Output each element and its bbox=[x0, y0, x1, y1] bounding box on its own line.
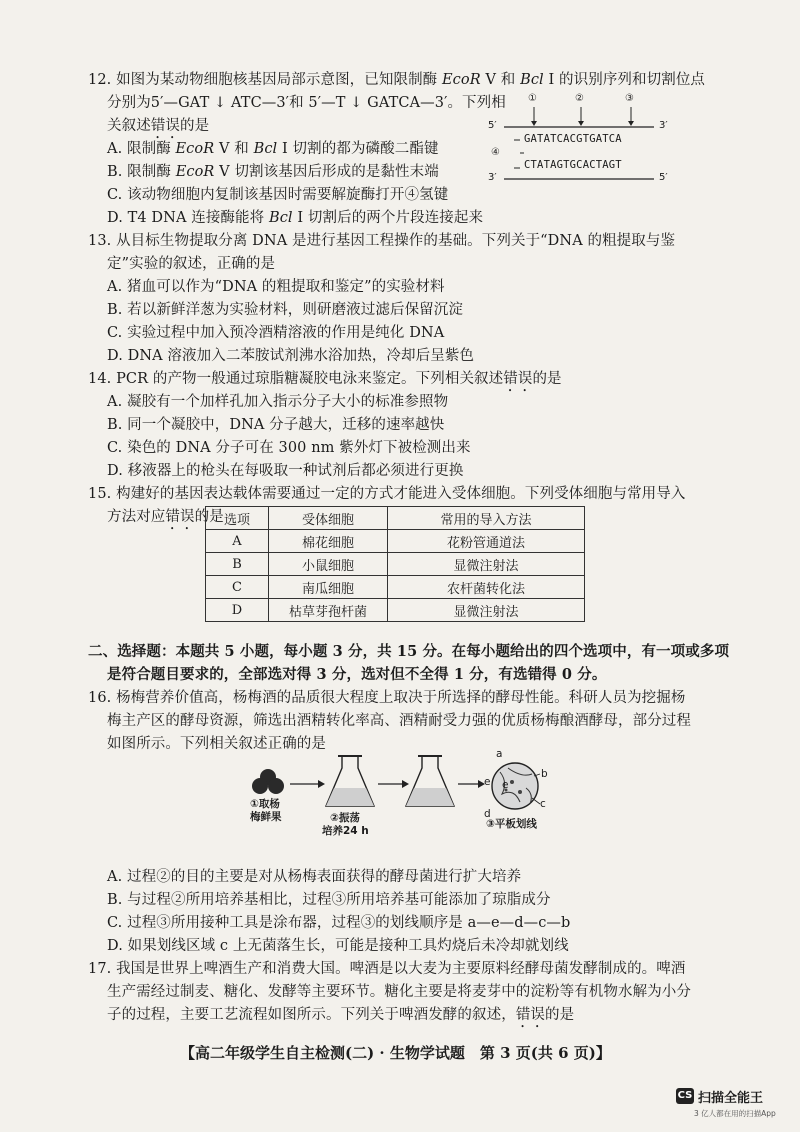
dish-label-e-side: e bbox=[484, 776, 491, 788]
q16-option-d: D. 如果划线区域 c 上无菌落生长，可能是接种工具灼烧后未冷却就划线 bbox=[107, 938, 569, 954]
table-header-cell: 受体细胞 bbox=[269, 507, 388, 530]
arrow-icon-1 bbox=[290, 780, 325, 788]
yeast-isolation-flow-diagram bbox=[250, 748, 570, 858]
marker-4: ④ bbox=[491, 147, 500, 158]
q16-stem-line2: 梅主产区的酵母资源，筛选出酒精转化率高、酒精耐受力强的优质杨梅酿酒酵母，部分过程 bbox=[107, 713, 691, 729]
table-cell: C bbox=[206, 576, 269, 599]
q14-option-b: B. 同一个凝胶中，DNA 分子越大，迁移的速率越快 bbox=[107, 417, 445, 433]
q15-stem-line1: 15. 构建好的基因表达载体需要通过一定的方式才能进入受体细胞。下列受体细胞与常用导入 bbox=[88, 486, 686, 502]
q13-stem-line1: 13. 从目标生物提取分离 DNA 是进行基因工程操作的基础。下列关于“DNA 的粗提取与鉴 bbox=[88, 233, 676, 249]
table-cell: 农杆菌转化法 bbox=[388, 576, 585, 599]
dna-diagram bbox=[484, 93, 684, 189]
flask-icon-2 bbox=[406, 756, 454, 806]
arrow-icon-3 bbox=[458, 780, 485, 788]
q16-option-b: B. 与过程②所用培养基相比，过程③所用培养基可能添加了琼脂成分 bbox=[107, 892, 551, 908]
cut-arrowhead-3 bbox=[628, 121, 634, 126]
q16-option-a: A. 过程②的目的主要是对从杨梅表面获得的酵母菌进行扩大培养 bbox=[107, 869, 522, 885]
table-row bbox=[206, 553, 585, 576]
q12-option-c: C. 该动物细胞内复制该基因时需要解旋酶打开④氢键 bbox=[107, 187, 449, 203]
q14-option-c: C. 染色的 DNA 分子可在 300 nm 紫外灯下被检测出来 bbox=[107, 440, 471, 456]
marker-2: ② bbox=[575, 93, 584, 104]
dish-label-d: d bbox=[484, 808, 491, 820]
q15-stem-line2: 方法对应错误的是 bbox=[107, 509, 224, 525]
dish-label-a: a bbox=[496, 748, 503, 760]
q13-option-d: D. DNA 溶液加入二苯胺试剂沸水浴加热，冷却后呈紫色 bbox=[107, 348, 475, 364]
q13-option-b: B. 若以新鲜洋葱为实验材料，则研磨液过滤后保留沉淀 bbox=[107, 302, 463, 318]
table-row bbox=[206, 530, 585, 553]
dish-label-b: b bbox=[541, 768, 548, 780]
bayberry-fruit-icon bbox=[252, 769, 284, 794]
q13-option-c: C. 实验过程中加入预冷酒精溶液的作用是纯化 DNA bbox=[107, 325, 445, 341]
step1-caption-line2: 梅鲜果 bbox=[250, 811, 282, 823]
petri-dish-icon bbox=[492, 763, 540, 809]
bottom-5-prime: 5′ bbox=[659, 172, 668, 183]
marker-3: ③ bbox=[625, 93, 634, 104]
scanner-app-name: 扫描全能王 bbox=[698, 1091, 764, 1106]
section2-instructions-line1: 二、选择题：本题共 5 小题，每小题 3 分，共 15 分。在每小题给出的四个选项中，有一项或多项 bbox=[88, 643, 730, 660]
scanner-watermark bbox=[676, 1088, 794, 1128]
scanner-tagline: 3 亿人都在用的扫描App bbox=[694, 1109, 776, 1118]
table-cell: A bbox=[206, 530, 269, 553]
table-header-cell: 常用的导入方法 bbox=[388, 507, 585, 530]
q13-option-a: A. 猪血可以作为“DNA 的粗提取和鉴定”的实验材料 bbox=[107, 279, 445, 295]
flask-icon-1 bbox=[326, 756, 374, 806]
table-cell: 枯草芽孢杆菌 bbox=[269, 599, 388, 622]
table-cell: B bbox=[206, 553, 269, 576]
q12-option-a: A. 限制酶 EcoR V 和 Bcl I 切割的都为磷酸二酯键 bbox=[107, 141, 439, 157]
q13-stem-line2: 定”实验的叙述，正确的是 bbox=[107, 256, 276, 272]
table-row bbox=[206, 576, 585, 599]
scanner-logo-icon: CS bbox=[676, 1088, 694, 1104]
arrow-icon-2 bbox=[378, 780, 409, 788]
dish-label-e: e bbox=[502, 779, 509, 791]
table-cell: 显微注射法 bbox=[388, 599, 585, 622]
top-sequence: GATATCACGTGATCA bbox=[524, 133, 622, 145]
q16-option-c: C. 过程③所用接种工具是涂布器，过程③的划线顺序是 a—e—d—c—b bbox=[107, 915, 571, 931]
top-5-prime: 5′ bbox=[488, 120, 497, 131]
table-cell: 显微注射法 bbox=[388, 553, 585, 576]
q12-stem-line3: 关叙述错误的是 bbox=[107, 118, 210, 134]
q12-option-d: D. T4 DNA 连接酶能将 Bcl I 切割后的两个片段连接起来 bbox=[107, 210, 484, 226]
table-cell: 棉花细胞 bbox=[269, 530, 388, 553]
step3-caption: ③平板划线 bbox=[486, 818, 537, 830]
step1-caption-line1: ①取杨 bbox=[250, 798, 280, 810]
cut-arrowhead-2 bbox=[578, 121, 584, 126]
section2-instructions-line2: 是符合题目要求的，全部选对得 3 分，选对但不全得 1 分，有选错得 0 分。 bbox=[107, 666, 607, 683]
q17-stem-line3: 子的过程，主要工艺流程如图所示。下列关于啤酒发酵的叙述，错误的是 bbox=[107, 1007, 575, 1023]
q12-stem-line2: 分别为5′—GAT ↓ ATC—3′和 5′—T ↓ GATCA—3′。下列相 bbox=[107, 95, 506, 111]
q14-option-d: D. 移液器上的枪头在每吸取一种试剂后都必须进行更换 bbox=[107, 463, 464, 479]
table-header-row bbox=[206, 507, 585, 530]
q16-stem-line3: 如图所示。下列相关叙述正确的是 bbox=[107, 736, 326, 752]
step2-caption-line2: 培养24 h bbox=[322, 825, 369, 837]
q17-stem-line1: 17. 我国是世界上啤酒生产和消费大国。啤酒是以大麦为主要原料经酵母菌发酵制成的。啤酒 bbox=[88, 961, 686, 977]
flow-svg bbox=[250, 748, 570, 858]
marker-1: ① bbox=[528, 93, 537, 104]
bottom-sequence: CTATAGTGCACTAGT bbox=[524, 159, 622, 171]
q12-option-b: B. 限制酶 EcoR V 切割该基因后形成的是黏性末端 bbox=[107, 164, 439, 180]
q14-stem: 14. PCR 的产物一般通过琼脂糖凝胶电泳来鉴定。下列相关叙述错误的是 bbox=[88, 371, 562, 387]
q12-stem-line1: 12. 如图为某动物细胞核基因局部示意图，已知限制酶 EcoR V 和 Bcl I 的识别序列和切割位点 bbox=[88, 72, 706, 88]
q17-stem-line2: 生产需经过制麦、糖化、发酵等主要环节。糖化主要是将麦芽中的淀粉等有机物水解为小分 bbox=[107, 984, 691, 1000]
q15-table bbox=[205, 506, 585, 622]
step2-caption-line1: ②振荡 bbox=[330, 812, 360, 824]
q16-stem-line1: 16. 杨梅营养价值高，杨梅酒的品质很大程度上取决于所选择的酵母性能。科研人员为挖掘杨 bbox=[88, 690, 686, 706]
page-footer: 【高二年级学生自主检测(二) · 生物学试题 第 3 页(共 6 页)】 bbox=[180, 1044, 611, 1062]
table-cell: 花粉管通道法 bbox=[388, 530, 585, 553]
cut-arrowhead-1 bbox=[531, 121, 537, 126]
table-header-cell: 选项 bbox=[206, 507, 269, 530]
table-cell: 小鼠细胞 bbox=[269, 553, 388, 576]
q14-option-a: A. 凝胶有一个加样孔加入指示分子大小的标准参照物 bbox=[107, 394, 449, 410]
top-3-prime: 3′ bbox=[659, 120, 668, 131]
bottom-3-prime: 3′ bbox=[488, 172, 497, 183]
table-cell: 南瓜细胞 bbox=[269, 576, 388, 599]
table-row bbox=[206, 599, 585, 622]
table-cell: D bbox=[206, 599, 269, 622]
dish-label-c: c bbox=[540, 798, 546, 810]
